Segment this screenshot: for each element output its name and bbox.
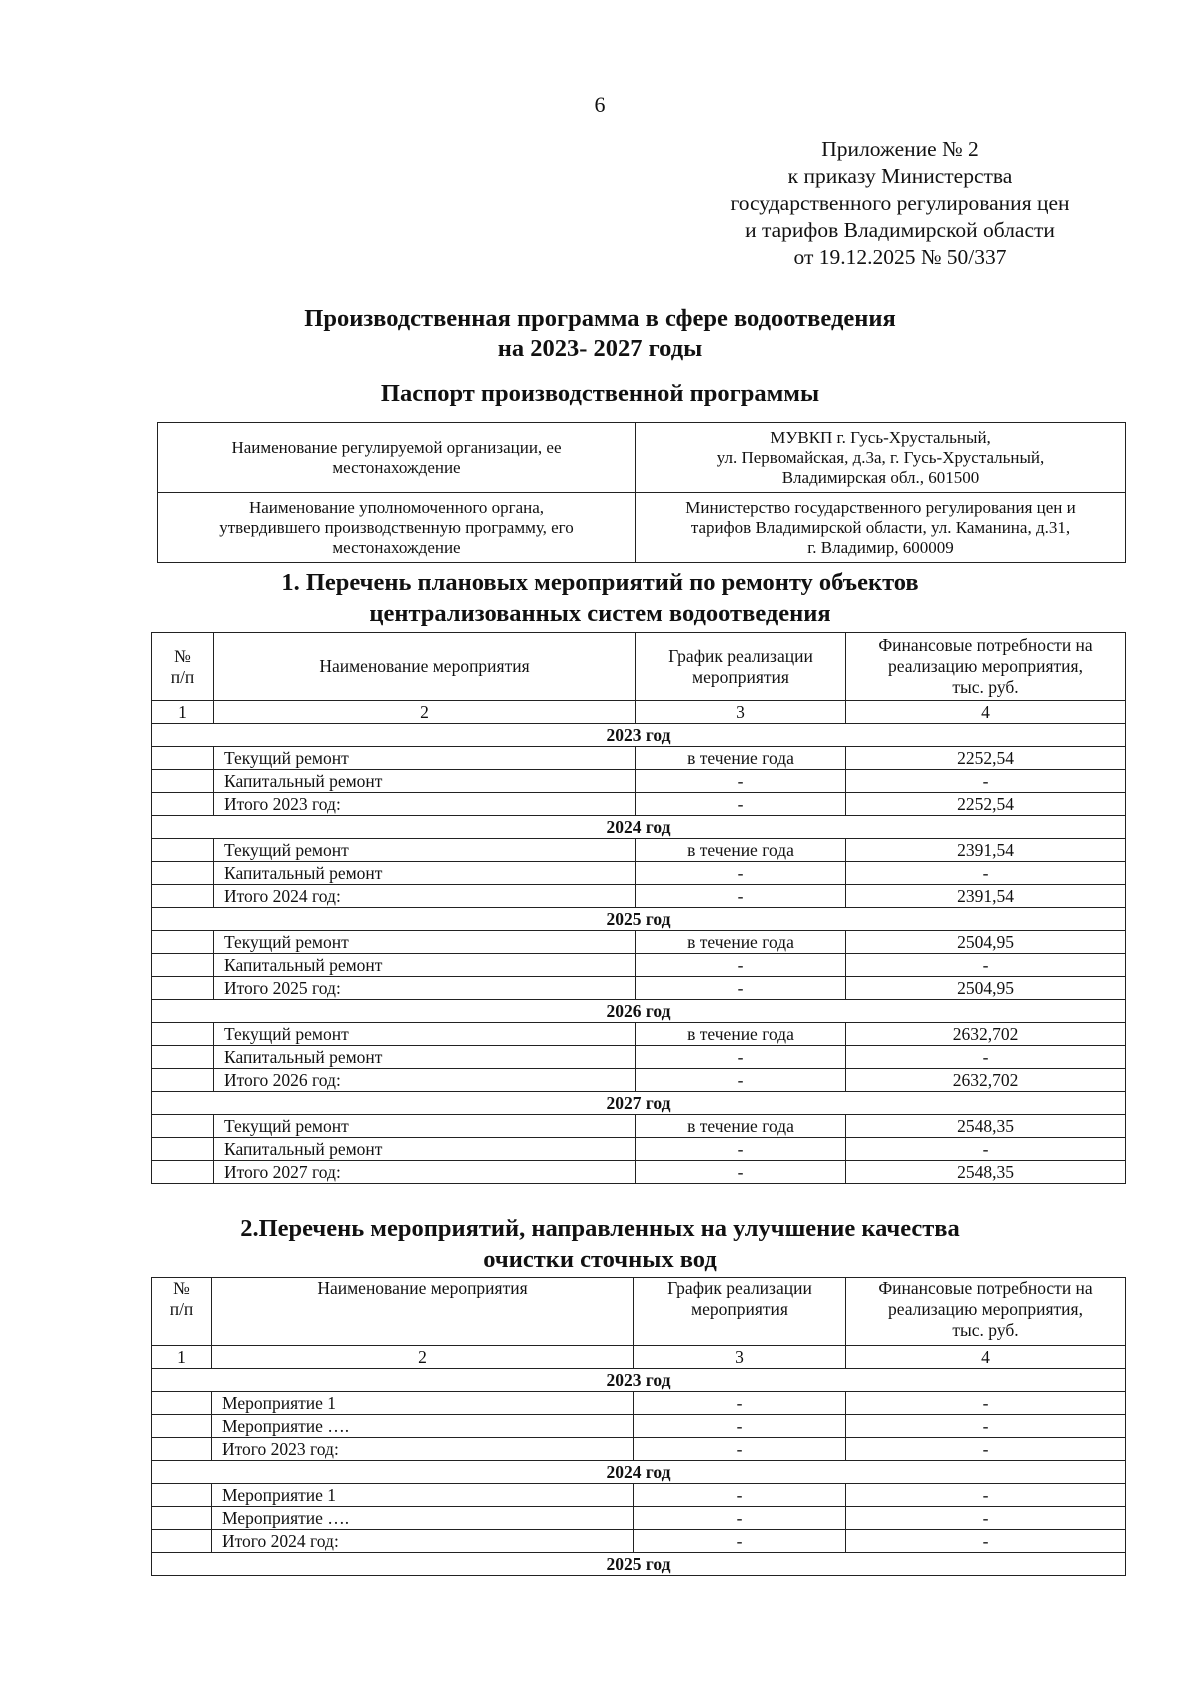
table-header-row: [152, 633, 1126, 701]
table-row: [152, 931, 1126, 954]
document-title: [0, 304, 1200, 364]
table-row: [152, 770, 1126, 793]
finance-cell: -: [846, 1484, 1126, 1507]
year-row: [152, 1092, 1126, 1115]
table-row: [152, 1115, 1126, 1138]
column-number-cell: 3: [634, 1346, 846, 1369]
appendix-line: государственного регулирования цен: [730, 191, 1070, 215]
year-row: [152, 1553, 1126, 1576]
header-line: №: [174, 645, 191, 666]
finance-cell: -: [846, 1530, 1126, 1553]
passport-heading: Паспорт производственной программы: [380, 380, 820, 407]
schedule-cell: -: [636, 1069, 846, 1092]
appendix-line: Приложение № 2: [821, 137, 979, 161]
header-line: мероприятия: [691, 1299, 788, 1319]
appendix-block: [640, 136, 1160, 271]
header-line: мероприятия: [692, 666, 789, 687]
section2-table: [151, 1277, 1126, 1576]
activity-name-cell: Мероприятие 1: [212, 1484, 634, 1507]
header-line: №: [173, 1278, 190, 1298]
activity-name-cell: Текущий ремонт: [214, 931, 636, 954]
finance-cell: -: [846, 862, 1126, 885]
schedule-cell: -: [634, 1530, 846, 1553]
year-row: [152, 1369, 1126, 1392]
passport-row: [158, 493, 1126, 563]
number-cell: [152, 1438, 212, 1461]
section1-title-line: централизованных систем водоотведения: [369, 600, 831, 627]
passport-label-line: местонахождение: [332, 537, 461, 557]
activity-name-cell: Мероприятие 1: [212, 1392, 634, 1415]
table-row: [152, 1438, 1126, 1461]
number-cell: [152, 1115, 214, 1138]
finance-cell: -: [846, 954, 1126, 977]
activity-name-cell: Итого 2024 год:: [212, 1530, 634, 1553]
finance-cell: -: [846, 1138, 1126, 1161]
finance-cell: -: [846, 770, 1126, 793]
document-title-line: на 2023- 2027 годы: [497, 335, 703, 362]
column-number-cell: 2: [212, 1346, 634, 1369]
activity-name-cell: Капитальный ремонт: [214, 862, 636, 885]
year-row: [152, 1461, 1126, 1484]
passport-label-line: Наименование уполномоченного органа,: [248, 497, 545, 517]
finance-cell: 2504,95: [846, 931, 1126, 954]
schedule-cell: -: [636, 1046, 846, 1069]
passport-value-line: г. Владимир, 600009: [807, 537, 954, 557]
header-cell-name: Наименование мероприятия: [214, 633, 636, 701]
table-row: [152, 954, 1126, 977]
passport-label-line: Наименование регулируемой организации, ее: [231, 437, 562, 457]
activity-name-cell: Итого 2025 год:: [214, 977, 636, 1000]
finance-cell: 2252,54: [846, 793, 1126, 816]
header-line: п/п: [169, 1299, 194, 1319]
table-row: [152, 1069, 1126, 1092]
page-number: 6: [594, 92, 606, 117]
table-row: [152, 862, 1126, 885]
finance-cell: -: [846, 1046, 1126, 1069]
finance-cell: 2548,35: [846, 1161, 1126, 1184]
number-cell: [152, 1484, 212, 1507]
finance-cell: 2252,54: [846, 747, 1126, 770]
number-cell: [152, 1046, 214, 1069]
year-row: [152, 908, 1126, 931]
activity-name-cell: Капитальный ремонт: [214, 770, 636, 793]
number-cell: [152, 977, 214, 1000]
schedule-cell: -: [634, 1438, 846, 1461]
year-cell: 2025 год: [152, 1553, 1126, 1576]
passport-value-cell: [636, 493, 1126, 563]
column-number-cell: 1: [152, 1346, 212, 1369]
schedule-cell: -: [636, 793, 846, 816]
header-line: Финансовые потребности на: [878, 635, 1093, 655]
year-row: [152, 816, 1126, 839]
activity-name-cell: Итого 2027 год:: [214, 1161, 636, 1184]
schedule-cell: -: [634, 1507, 846, 1530]
table-row: [152, 747, 1126, 770]
column-number-row: [152, 701, 1126, 724]
passport-value-cell: [636, 423, 1126, 493]
activity-name-cell: Мероприятие ….: [212, 1415, 634, 1438]
finance-cell: 2391,54: [846, 885, 1126, 908]
passport-label-line: местонахождение: [332, 457, 461, 477]
year-cell: 2026 год: [152, 1000, 1126, 1023]
header-line: Финансовые потребности на: [878, 1278, 1093, 1298]
table-header-row: [152, 1278, 1126, 1346]
year-cell: 2023 год: [152, 724, 1126, 747]
column-number-cell: 1: [152, 701, 214, 724]
number-cell: [152, 747, 214, 770]
schedule-cell: -: [636, 1161, 846, 1184]
number-cell: [152, 839, 214, 862]
table-row: [152, 1023, 1126, 1046]
activity-name-cell: Текущий ремонт: [214, 1115, 636, 1138]
header-line: реализацию мероприятия,: [888, 656, 1083, 676]
number-cell: [152, 1161, 214, 1184]
activity-name-cell: Итого 2026 год:: [214, 1069, 636, 1092]
header-line: реализацию мероприятия,: [888, 1299, 1083, 1319]
finance-cell: -: [846, 1392, 1126, 1415]
table-row: [152, 885, 1126, 908]
section1-table-body: [152, 633, 1126, 1184]
schedule-cell: -: [636, 977, 846, 1000]
year-cell: 2024 год: [152, 1461, 1126, 1484]
passport-row: [158, 423, 1126, 493]
activity-name-cell: Текущий ремонт: [214, 839, 636, 862]
column-number-cell: 2: [214, 701, 636, 724]
schedule-cell: в течение года: [636, 1115, 846, 1138]
number-cell: [152, 1138, 214, 1161]
schedule-cell: -: [634, 1415, 846, 1438]
finance-cell: 2548,35: [846, 1115, 1126, 1138]
finance-cell: 2632,702: [846, 1069, 1126, 1092]
section2-title-line: 2.Перечень мероприятий, направленных на улучшение качества: [240, 1215, 960, 1242]
schedule-cell: -: [636, 862, 846, 885]
activity-name-cell: Капитальный ремонт: [214, 954, 636, 977]
activity-name-cell: Итого 2023 год:: [212, 1438, 634, 1461]
number-cell: [152, 885, 214, 908]
passport-value-line: Министерство государственного регулирования цен и: [685, 497, 1076, 517]
number-cell: [152, 793, 214, 816]
header-cell-schedule: [636, 633, 846, 701]
header-line: п/п: [170, 666, 195, 687]
year-cell: 2027 год: [152, 1092, 1126, 1115]
schedule-cell: -: [634, 1392, 846, 1415]
header-cell-schedule: [634, 1278, 846, 1346]
column-number-cell: 3: [636, 701, 846, 724]
number-cell: [152, 1530, 212, 1553]
appendix-line: к приказу Министерства: [787, 164, 1013, 188]
appendix-line: от 19.12.2025 № 50/337: [793, 245, 1007, 269]
activity-name-cell: Капитальный ремонт: [214, 1046, 636, 1069]
schedule-cell: в течение года: [636, 1023, 846, 1046]
header-cell-finance: [846, 1278, 1126, 1346]
table-row: [152, 1484, 1126, 1507]
schedule-cell: в течение года: [636, 931, 846, 954]
passport-table: [157, 422, 1126, 563]
passport-value-line: ул. Первомайская, д.3а, г. Гусь-Хрустальный,: [716, 447, 1045, 467]
number-cell: [152, 1415, 212, 1438]
finance-cell: -: [846, 1438, 1126, 1461]
finance-cell: 2632,702: [846, 1023, 1126, 1046]
number-cell: [152, 1023, 214, 1046]
header-cell-finance: [846, 633, 1126, 701]
schedule-cell: -: [636, 770, 846, 793]
year-row: [152, 724, 1126, 747]
passport-value-line: Владимирская обл., 601500: [781, 467, 980, 487]
number-cell: [152, 1069, 214, 1092]
schedule-cell: -: [636, 954, 846, 977]
schedule-cell: в течение года: [636, 747, 846, 770]
table-row: [152, 1507, 1126, 1530]
schedule-cell: в течение года: [636, 839, 846, 862]
number-cell: [152, 1392, 212, 1415]
number-cell: [152, 770, 214, 793]
schedule-cell: -: [636, 1138, 846, 1161]
table-row: [152, 1138, 1126, 1161]
section2-title: [0, 1213, 1200, 1275]
activity-name-cell: Итого 2024 год:: [214, 885, 636, 908]
finance-cell: 2504,95: [846, 977, 1126, 1000]
column-number-row: [152, 1346, 1126, 1369]
table-row: [152, 793, 1126, 816]
activity-name-cell: Итого 2023 год:: [214, 793, 636, 816]
number-cell: [152, 1507, 212, 1530]
header-cell-name: Наименование мероприятия: [212, 1278, 634, 1346]
header-line: График реализации: [667, 1278, 812, 1298]
table-row: [152, 1530, 1126, 1553]
header-line: тыс. руб.: [952, 677, 1019, 697]
header-line: тыс. руб.: [952, 1320, 1019, 1340]
year-cell: 2024 год: [152, 816, 1126, 839]
schedule-cell: -: [636, 885, 846, 908]
passport-value-line: тарифов Владимирской области, ул. Каманина, д.31,: [690, 517, 1071, 537]
column-number-cell: 4: [846, 1346, 1126, 1369]
section2-title-line: очистки сточных вод: [483, 1246, 717, 1273]
activity-name-cell: Текущий ремонт: [214, 1023, 636, 1046]
number-cell: [152, 931, 214, 954]
column-number-cell: 4: [846, 701, 1126, 724]
number-cell: [152, 862, 214, 885]
activity-name-cell: Мероприятие ….: [212, 1507, 634, 1530]
table-row: [152, 1415, 1126, 1438]
header-line: График реализации: [668, 645, 813, 666]
appendix-line: и тарифов Владимирской области: [745, 218, 1055, 242]
activity-name-cell: Текущий ремонт: [214, 747, 636, 770]
year-cell: 2025 год: [152, 908, 1126, 931]
schedule-cell: -: [634, 1484, 846, 1507]
passport-label-cell: [158, 493, 636, 563]
activity-name-cell: Капитальный ремонт: [214, 1138, 636, 1161]
section1-table: [151, 632, 1126, 1184]
table-row: [152, 1392, 1126, 1415]
table-row: [152, 839, 1126, 862]
finance-cell: 2391,54: [846, 839, 1126, 862]
table-row: [152, 1161, 1126, 1184]
passport-label-cell: [158, 423, 636, 493]
passport-value-line: МУВКП г. Гусь-Хрустальный,: [770, 427, 991, 447]
number-cell: [152, 954, 214, 977]
header-cell-number: [152, 633, 214, 701]
table-row: [152, 1046, 1126, 1069]
header-cell-number: [152, 1278, 212, 1346]
document-title-line: Производственная программа в сфере водоотведения: [304, 305, 896, 332]
year-cell: 2023 год: [152, 1369, 1126, 1392]
section1-title-line: 1. Перечень плановых мероприятий по ремонту объектов: [281, 569, 919, 596]
section1-title: [0, 567, 1200, 629]
passport-label-line: утвердившего производственную программу, его: [219, 517, 574, 537]
table-row: [152, 977, 1126, 1000]
finance-cell: -: [846, 1415, 1126, 1438]
section2-table-body: [152, 1278, 1126, 1576]
year-row: [152, 1000, 1126, 1023]
finance-cell: -: [846, 1507, 1126, 1530]
